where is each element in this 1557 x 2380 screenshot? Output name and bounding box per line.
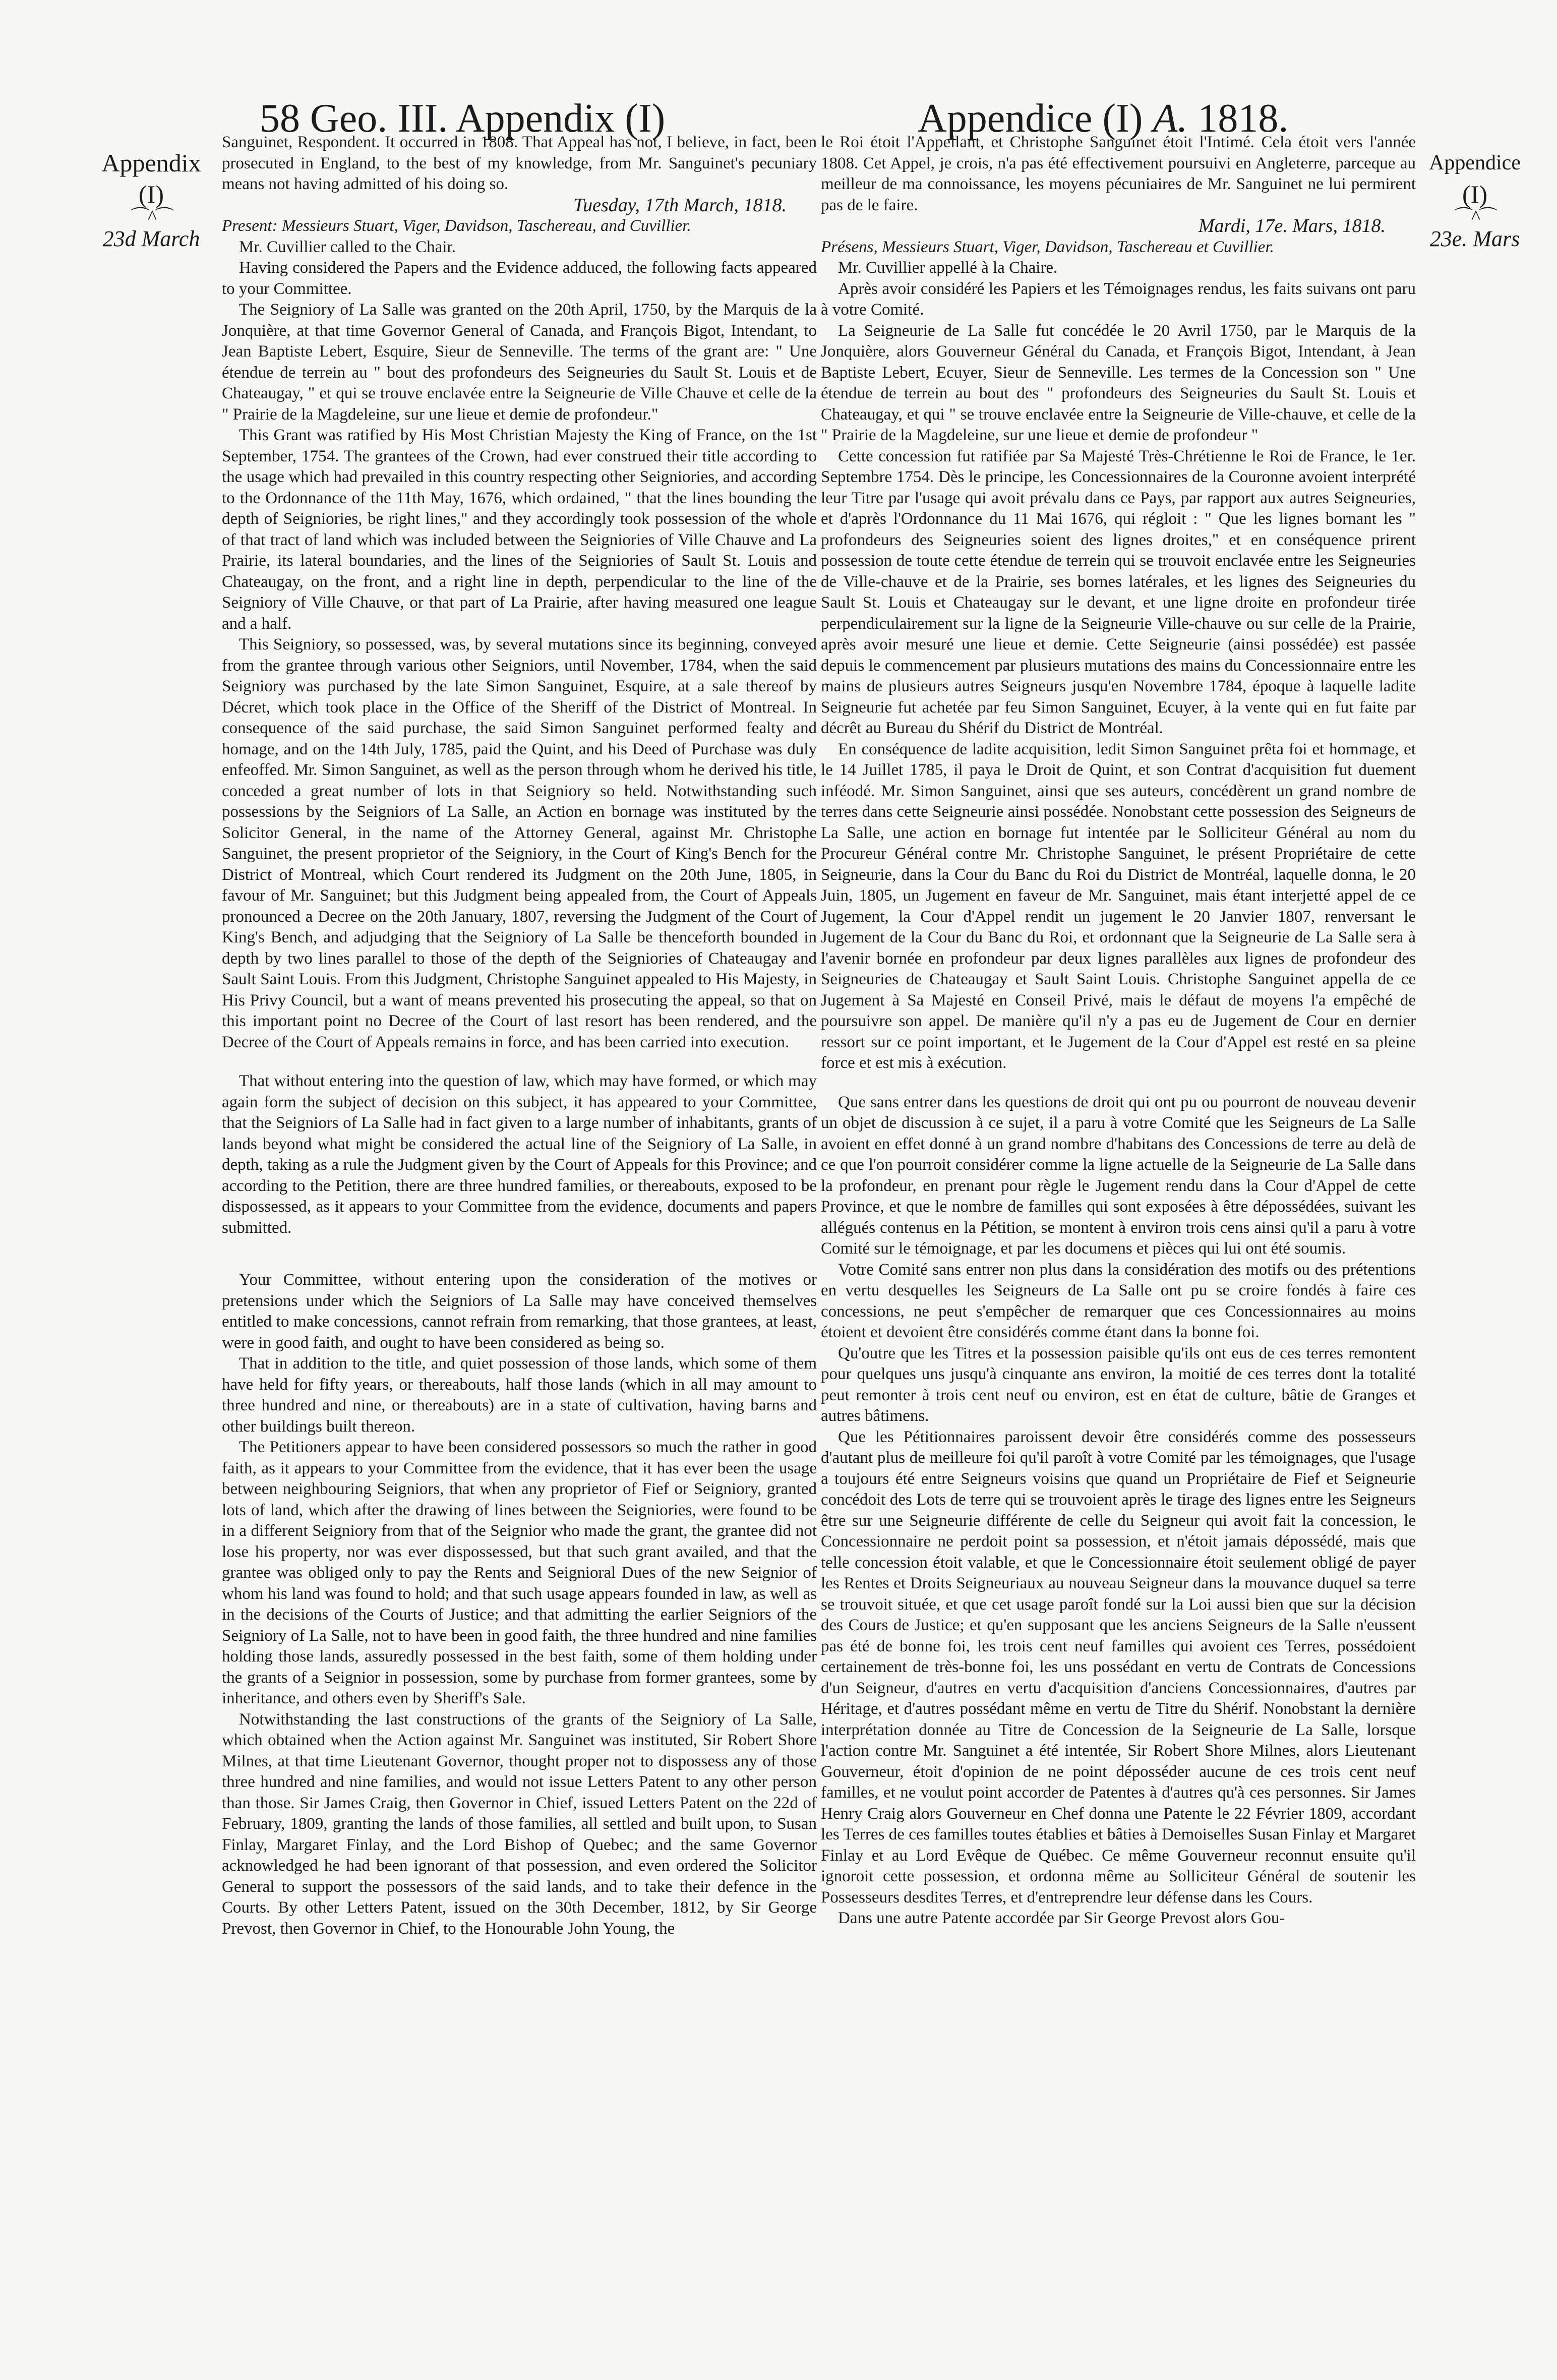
margin-appendice-number: (I): [1462, 180, 1487, 208]
paragraph: La Seigneurie de La Salle fut concédée le 20 Avril 1750, par le Marquis de la Jonquière, alors Gouverneur Général du Canada, et François Bigot, Intendant, à Jean Baptiste Lebert, Ecuyer, Sieur de Senneville. Les termes de la Concession son " Une étendue de terrein au bout des " profondeurs des Seigneuries du Sault St. Louis et Chateaugay, et qui " se trouve enclavée entre la Seigneurie de Ville-chauve, et celle de la " Prairie de la Magdeleine, sur une lieue et demie de profondeur ": [821, 321, 1416, 444]
paragraph: Your Committee, without entering upon the consideration of the motives or pretensions under which the Seigniors of La Salle may have conceived themselves entitled to make concessions, cannot refrain from remarking, that those grantees, at least, were in good faith, and ought to have been considered as being so.: [222, 1271, 817, 1352]
english-column: [222, 132, 817, 1939]
paragraph: Dans une autre Patente accordée par Sir George Prevost alors Gou-: [838, 1909, 1285, 1927]
header-right-letter: A.: [1153, 96, 1188, 141]
margin-brace-icon: ⌒^⌒: [131, 207, 172, 228]
header-left-title: 58 Geo. III. Appendix (I): [260, 96, 666, 141]
paragraph: Having considered the Papers and the Evidence adduced, the following facts appeared to your Committee.: [222, 259, 817, 298]
left-margin-note: [91, 147, 212, 253]
paragraph: Cette concession fut ratifiée par Sa Majesté Très-Chrétienne le Roi de France, le 1er. Septembre 1754. Dès le principe, les Concessionnaires de la Couronne avoient interprété leur Titre par l'usage qui avoit prévalu dans ce Pays, par rapport aux autres Seigneuries, et d'après l'Ordonnance du 11 Mai 1676, qui régloit : " Que les lignes bornant les " profondeurs des Seigneuries soient des lignes droites," et en conséquence prirent possession de toute cette étendue de terrein qui se trouvoit enclavée entre les Seigneuries de Ville-chauve et de la Prairie, ses bornes latérales, et les lignes des Seigneuries du Sault St. Louis et Chateaugay sur le devant, et une ligne droite en profondeur tirée perpendiculairement sur la ligne de la Seigneurie Ville-chauve ou sur celle de la Prairie, après avoir mesuré une lieue et demie. Cette Seigneurie (ainsi possédée) est passée depuis le commencement par plusieurs mutations des mains du Concessionnaire entre les mains de plusieurs autres Seigneurs jusqu'en Novembre 1784, époque à laquelle ladite Seigneurie fut achetée par feu Simon Sanguinet, Ecuyer, à la vente qui en fut faite par décrêt au Bureau du Shérif du District de Montréal.: [821, 447, 1416, 737]
paragraph: Mr. Cuvillier appellé à la Chaire.: [838, 259, 1058, 277]
paragraph: That without entering into the question of law, which may have formed, or which may again form the subject of decision on this subject, it has appeared to your Committee, that the Seigniors of La Salle had in fact given to a large number of inhabitants, grants of lands beyond what might be considered the actual line of the Seigniory of La Salle, in depth, taking as a rule the Judgment given by the Court of Appeals for this Province; and according to the Petition, there are three hundred families, or thereabouts, exposed to be dispossessed, as it appears to your Committee from the evidence, documents and papers submitted.: [222, 1072, 817, 1237]
margin-appendice-label: Appendice: [1429, 151, 1521, 174]
paragraph: En conséquence de ladite acquisition, ledit Simon Sanguinet prêta foi et hommage, et le 14 Juillet 1785, il paya le Droit de Quint, et son Contrat d'acquisition fut duement inféodé. Mr. Simon Sanguinet, ainsi que ses auteurs, concédèrent un grand nombre de terres dans cette Seigneurie ainsi possédée. Nonobstant cette possession des Seigneurs de La Salle, une action en bornage fut intentée par le Solliciteur Général au nom du Procureur Général contre Mr. Christophe Sanguinet, le présent Propriétaire de cette Seigneurie, dans la Cour du Banc du Roi du District de Montréal, laquelle donna, le 20 Juin, 1805, un Jugement en faveur de Mr. Sanguinet, mais étant interjetté appel de ce Jugement, la Cour d'Appel rendit un jugement le 20 Janvier 1807, renversant le Jugement de la Cour du Banc du Roi, et ordonnant que la Seigneurie de La Salle sera à l'avenir bornée en profondeur par deux lignes parallèles aux lignes de profondeur des Seigneuries de Chateaugay et Sault Saint Louis. Christophe Sanguinet appella de ce Jugement à Sa Majesté en Conseil Privé, mais le défaut de moyens l'a empêché de poursuivre son appel. De manière qu'il n'y a pas eu de Jugement de Cour en dernier ressort sur ce point important, et le Jugement de la Cour d'Appel est resté en sa pleine force et est mis à exécution.: [821, 740, 1416, 1072]
margin-date-fr: 23e. Mars: [1429, 226, 1520, 251]
paragraph: Votre Comité sans entrer non plus dans la considération des motifs ou des prétentions en vertu desquelles les Seigneurs de La Salle ont pu se croire fondés à faire ces concessions, ne peut s'empêcher de remarquer que ces Concessionnaires au moins étoient et devoient être considérés comme étant dans la bonne foi.: [821, 1260, 1416, 1341]
margin-brace-icon: ⌒^⌒: [1454, 207, 1495, 228]
sitting-date: Tuesday, 17th March, 1818.: [573, 194, 787, 216]
margin-appendix-label: Appendix: [101, 149, 201, 177]
paragraph: The Seigniory of La Salle was granted on the 20th April, 1750, by the Marquis de la Jonquière, at that time Governor General of Canada, and François Bigot, Intendant, to Jean Baptiste Lebert, Esquire, Sieur de Senneville. The terms of the grant are: " Une étendue de terrein au " bout des profondeurs des Seigneuries du Sault St. Louis et de Chateaugay, " et qui se trouve enclavée entre la Seigneurie de Ville Chauve et celle de la " Prairie de la Magdeleine, sur une lieue et demie de profondeur.": [222, 301, 817, 424]
paragraph: Notwithstanding the last constructions of the grants of the Seigniory of La Salle, which obtained when the Action against Mr. Sanguinet was instituted, Sir Robert Shore Milnes, at that time Lieutenant Governor, thought proper not to dispossess any of those three hundred and nine families, and would not issue Letters Patent to any other person than those. Sir James Craig, then Governor in Chief, issued Letters Patent on the 22d of February, 1809, granting the lands of those families, all settled and built upon, to Susan Finlay, Margaret Finlay, and the Lord Bishop of Quebec; and the same Governor acknowledged he had been ignorant of that possession, and even ordered the Solicitor General to support the possessors of the said lands, and to take their defence in the Courts. By other Letters Patent, issued on the 30th December, 1812, by Sir George Prevost, then Governor in Chief, to the Honourable John Young, the: [222, 1710, 817, 1938]
paragraph: The Petitioners appear to have been considered possessors so much the rather in good faith, as it appears to your Committee from the evidence, that it has ever been the usage between neighbouring Seigniors, that when any proprietor of Fief or Seigniory, granted lots of land, which after the drawing of lines between the Seigniories, were found to be in a different Seigniory from that of the Seignior who made the grant, the grantee did not lose his property, nor was ever dispossessed, but that such grant availed, and that the grantee was obliged only to pay the Rents and Seignioral Dues of the new Seignior of whom his land was found to hold; and that such usage appears founded in law, as well as in the decisions of the Courts of Justice; and that admitting the earlier Seigniors of the Seigniory of La Salle, not to have been in good faith, the three hundred and nine families holding those lands, assuredly possessed in the best faith, some of them holding under the grants of a Seignior in possession, some by purchase from former grantees, some by inheritance, and others even by Sheriff's Sale.: [222, 1438, 817, 1707]
paragraph: That in addition to the title, and quiet possession of those lands, which some of them have held for fifty years, or thereabouts, half those lands (which in all may amount to three hundred and nine, or thereabouts) are in a state of cultivation, having barns and other buildings built thereon.: [222, 1354, 817, 1436]
paragraph: Mr. Cuvillier called to the Chair.: [239, 237, 456, 256]
paragraph: This Seigniory, so possessed, was, by several mutations since its beginning, conveyed from the grantee through various other Seigniors, until November, 1784, when the said Seigniory was purchased by the late Simon Sanguinet, Esquire, at a sale thereof by Décret, which took place in the Office of the Sheriff of the District of Montreal. In consequence of the said purchase, the said Simon Sanguinet performed fealty and homage, and on the 14th July, 1785, paid the Quint, and his Deed of Purchase was duly enfeoffed. Mr. Simon Sanguinet, as well as the person through whom he derived his title, conceded a great number of lots in that Seigniory so held. Notwithstanding such possessions by the Seigniors of La Salle, an Action en bornage was instituted by the Solicitor General, in the name of the Attorney General, against Mr. Christophe Sanguinet, the present proprietor of the Seigniory, in the Court of King's Bench for the District of Montreal, which Court rendered its Judgment on the 20th June, 1805, in favour of Mr. Sanguinet; but this Judgment being appealed from, the Court of Appeals pronounced a Decree on the 20th January, 1807, reversing the Judgment of the Court of King's Bench, and adjudging that the Seigniory of La Salle be thenceforth bounded in depth by two lines parallel to those of the depth of the Seigniories of Chateaugay and Sault Saint Louis. From this Judgment, Christophe Sanguinet appealed to His Majesty, in His Privy Council, but a want of means prevented his prosecuting the appeal, so that on this important point no Decree of the Court of last resort has been rendered, and the Decree of the Court of Appeals remains in force, and has been carried into execution.: [222, 635, 817, 1051]
french-column: [821, 132, 1416, 1929]
header-right-year: 1818.: [1197, 96, 1289, 141]
paragraph: Après avoir considéré les Papiers et les Témoignages rendus, les faits suivans ont paru à votre Comité.: [821, 279, 1416, 319]
paragraph: Que sans entrer dans les questions de droit qui ont pu ou pourront de nouveau devenir un objet de discussion à ce sujet, il a paru à votre Comité que les Seigneurs de La Salle avoient en effet donné à un grand nombre d'habitans des Concessions de terre au delà de ce que l'on pourroit considérer comme la ligne actuelle de la Seigneurie de La Salle dans la profondeur, en prenant pour règle le Jugement rendu dans la Cour d'Appel de cette Province, et que le nombre de familles qui sont exposées à être dépossédées, suivant les allégués contenus en la Pétition, se montent à environ trois cens ainsi qu'il a paru à votre Comité sur le témoignage, et par les documens et pièces qui lui ont été soumis.: [821, 1093, 1416, 1258]
present-members-fr: Présens, Messieurs Stuart, Viger, Davidson, Taschereau et Cuvillier.: [821, 237, 1274, 256]
paragraph: le Roi étoit l'Appellant, et Christophe Sanguinet étoit l'Intimé. Cela étoit vers l'année 1808. Cet Appel, je crois, n'a pas été effectivement poursuivi en Angleterre, parceque au meilleur de ma connoissance, les moyens pécuniaires de Mr. Sanguinet ne lui permirent pas de le faire.: [821, 133, 1416, 214]
sitting-date-fr: Mardi, 17e. Mars, 1818.: [1198, 215, 1386, 236]
paragraph: Qu'outre que les Titres et la possession paisible qu'ils ont eus de ces terres remontent pour quelques uns jusqu'à cinquante ans environ, la moitié de ces terres dont la totalité peut remonter à trois cent neuf ou environ, est en état de culture, bâtie de Granges et autres bâtimens.: [821, 1344, 1416, 1425]
header-right-prefix: Appendice (I): [918, 96, 1143, 141]
margin-date: 23d March: [102, 226, 200, 251]
present-members: Present: Messieurs Stuart, Viger, Davidson, Taschereau, and Cuvillier.: [222, 217, 691, 235]
margin-appendix-number: (I): [139, 180, 164, 208]
paragraph: Que les Pétitionnaires paroissent devoir être considérés comme des possesseurs d'autant plus de meilleure foi qu'il paroît à votre Comité par les témoignages, que l'usage a toujours été entre Seigneurs voisins que quand un Propriétaire de Fief et Seigneurie concédoit des Lots de terre qui se trouvoient après le tirage des lignes entre les Seigneurs être sur une Seigneurie différente de celle du Seigneur qui avoit fait la concession, le Concessionnaire ne perdoit point sa possession, et n'étoit jamais dépossédé, mais que telle concession étoit valable, et que le Concessionnaire étoit seulement obligé de payer les Rentes et Droits Seigneuriaux au nouveau Seigneur dans la mouvance duquel sa terre se trouvoit située, et que cet usage paroît fondé sur la Loi aussi bien que sur la décision des Cours de Justice; et qu'en supposant que les anciens Seigneurs de la Salle n'eussent pas été de bonne foi, les trois cent neuf familles qui avoient ces Terres, possédoient certainement de très-bonne foi, les uns possédant en vertu de Contrats de Concessions d'un Seigneur, d'autres en vertu d'acquisition d'anciens Concessionnaires, d'autres par Héritage, et d'autres possédant même en vertu de Titre du Shérif. Nonobstant la dernière interprétation donnée au Titre de Concession de la Seigneurie de La Salle, lorsque l'action contre Mr. Sanguinet a été intentée, Sir Robert Shore Milnes, alors Lieutenant Gouverneur, étoit d'opinion de ne point déposséder aucune de ces trois cent neuf familles, et ne voulut point accorder de Patentes à d'autres qu'à ces personnes. Sir James Henry Craig alors Gouverneur en Chef donna une Patente le 22 Février 1809, accordant les Terres de ces familles toutes établies et bâties à Demoiselles Susan Finlay et Margaret Finlay et au Lord Evêque de Québec. Ce même Gouverneur reconnut ensuite qu'il ignoroit cette possession, et ordonna même au Solliciteur Général de soutenir les Possesseurs desdites Terres, et d'entreprendre leur défense dans les Cours.: [821, 1427, 1416, 1907]
paragraph: Sanguinet, Respondent. It occurred in 1808. That Appeal has not, I believe, in fact, been prosecuted in England, to the best of my knowledge, from Mr. Sanguinet's pecuniary means not having admitted of his doing so.: [222, 133, 817, 193]
paragraph: This Grant was ratified by His Most Christian Majesty the King of France, on the 1st September, 1754. The grantees of the Crown, had ever construed their title according to the usage which had prevailed in this country respecting other Seigniories, and according to the Ordonnance of the 11th May, 1676, which ordained, " that the lines bounding the depth of Seigniories, be right lines," and they accordingly took possession of the whole of that tract of land which was included between the Seigniories of Ville Chauve and La Prairie, its lateral boundaries, and the lines of the Seigniories of Sault St. Louis and Chateaugay, on the front, and a right line in depth, perpendicular to the line of the Seigniory of Ville Chauve, or that part of La Prairie, after having measured one league and a half.: [222, 426, 817, 633]
right-margin-note: [1417, 147, 1533, 253]
